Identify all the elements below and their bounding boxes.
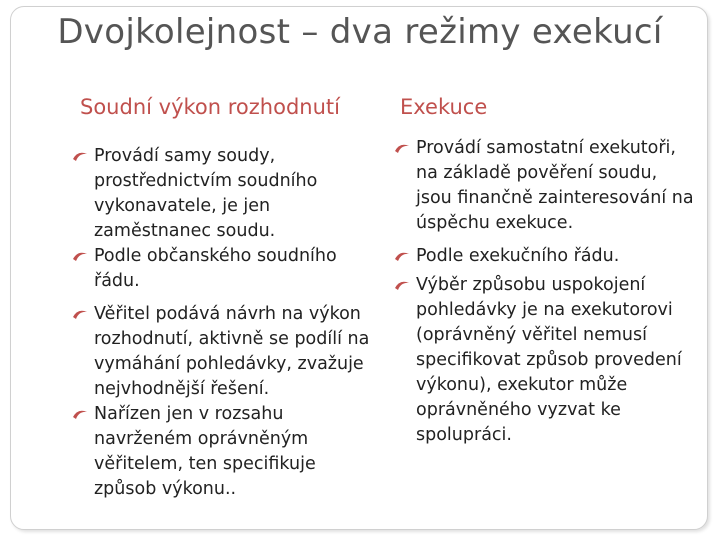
bullet-icon xyxy=(72,408,88,420)
list-item-text: Podle exekučního řádu. xyxy=(416,246,620,266)
list-item xyxy=(72,244,372,294)
right-column xyxy=(394,136,694,448)
bullet-icon xyxy=(394,142,410,154)
list-item xyxy=(394,244,694,269)
left-column xyxy=(72,144,372,502)
list-item xyxy=(72,402,372,502)
list-item-text: Podle občanského soudního řádu. xyxy=(94,246,337,291)
list-item-text: Výběr způsobu uspokojení pohledávky je na exekutorovi (oprávněný věřitel nemusí specifikovat způsob provedení výkonu), exekutor může oprávněného vyzvat ke spolupráci. xyxy=(416,275,682,445)
list-item xyxy=(72,302,372,402)
left-column-heading: Soudní výkon rozhodnutí xyxy=(80,95,340,119)
list-item xyxy=(72,144,372,244)
list-item xyxy=(394,136,694,236)
list-item-text: Věřitel podává návrh na výkon rozhodnutí, aktivně se podílí na vymáhání pohledávky, zvažuje nejvhodnější řešení. xyxy=(94,304,370,399)
bullet-icon xyxy=(72,250,88,262)
slide-title: Dvojkolejnost – dva režimy exekucí xyxy=(57,12,663,52)
bullet-icon xyxy=(394,279,410,291)
bullet-icon xyxy=(72,150,88,162)
list-item-text: Provádí samy soudy, prostřednictvím soudního vykonavatele, je jen zaměstnanec soudu. xyxy=(94,146,318,241)
bullet-icon xyxy=(394,250,410,262)
list-item-text: Nařízen jen v rozsahu navrženém oprávněným věřitelem, ten specifikuje způsob výkonu.. xyxy=(94,404,316,499)
right-column-heading: Exekuce xyxy=(400,95,488,119)
bullet-icon xyxy=(72,308,88,320)
list-item xyxy=(394,273,694,448)
list-item-text: Provádí samostatní exekutoři, na základě pověření soudu, jsou finančně zainteresování na úspěchu exekuce. xyxy=(416,138,694,233)
